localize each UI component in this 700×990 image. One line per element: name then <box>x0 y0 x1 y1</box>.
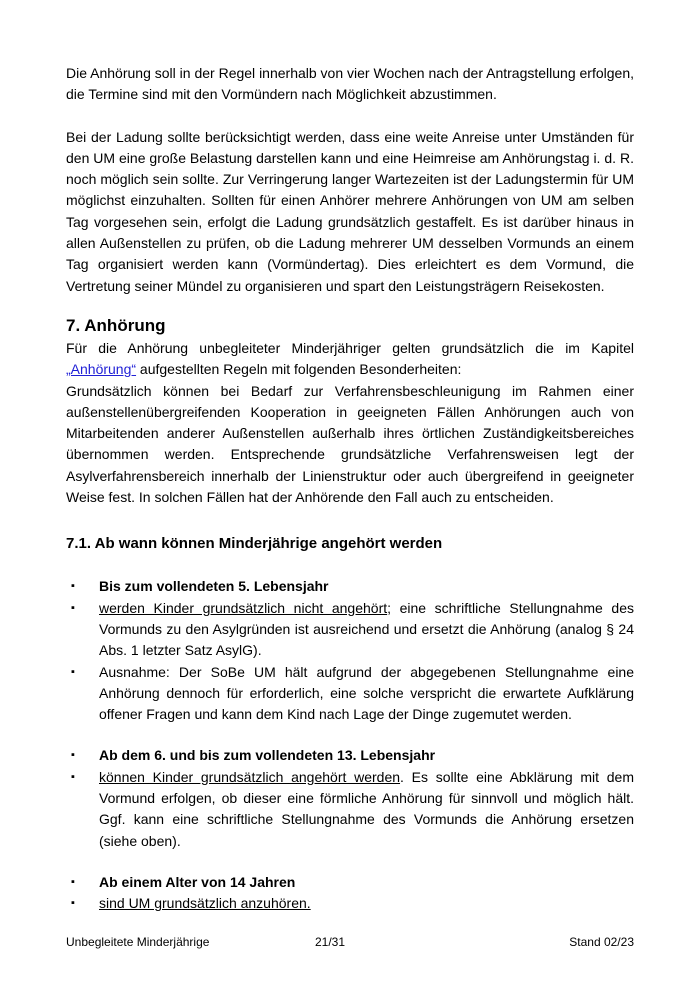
section-heading-anhoerung: 7. Anhörung <box>66 315 166 335</box>
document-page <box>66 63 634 915</box>
bullet-icon: ▪ <box>71 749 75 762</box>
underlined-rule: sind UM grundsätzlich anzuhören. <box>99 895 311 912</box>
bullet-icon: ▪ <box>71 601 75 614</box>
bullet-icon: ▪ <box>71 580 75 593</box>
list-item-title: ▪ Ab einem Alter von 14 Jahren <box>66 872 634 893</box>
list-item: ▪ können Kinder grundsätzlich angehört werden. Es sollte eine Abklärung mit dem Vormund erfolgen, ob dieser eine förmliche Anhörung für sinnvoll und möglich hält. Ggf. kann eine schriftliche Stellungnahme des Vormunds die Anhörung ersetzen (siehe oben). <box>71 768 634 849</box>
subsection-heading-age: 7.1. Ab wann können Minderjährige angehört werden <box>66 535 443 553</box>
intro-text-after: aufgestellten Regeln mit folgenden Besonderheiten: <box>136 361 462 378</box>
bullet-icon: ▪ <box>71 875 75 888</box>
paragraph-cooperation: Grundsätzlich können bei Bedarf zur Verfahrensbeschleunigung im Rahmen einer außenstellenübergreifenden Kooperation in geeigneten Fällen Anhörungen auch von Mitarbeitenden anderer Außenstellen außerhalb ihres örtlichen Zuständigkeitsbereiches übernommen werden. Entsprechende grundsätzliche Verfahrensweisen legt der Asylverfahrensbereich innerhalb der Linienstruktur oder auch übergreifend in geeigneter Weise fest. In solchen Fällen hat der Anhörende den Fall auch zu entscheiden. <box>66 382 634 506</box>
footer-page-number: 21/31 <box>315 935 346 949</box>
paragraph-section-intro <box>66 338 634 381</box>
intro-text-before: Für die Anhörung unbegleiteter Minderjähriger gelten grundsätzlich die im Kapitel <box>66 339 634 356</box>
list-item: ▪ Ausnahme: Der SoBe UM hält aufgrund der abgegebenen Stellungnahme eine Anhörung dennoch für erforderlich, eine solche verspricht die erwartete Aufklärung offener Fragen und kann dem Kind nach Lage der Dinge zugemutet werden. <box>71 663 634 723</box>
page-footer <box>66 932 634 952</box>
list-item-title: ▪ Bis zum vollendeten 5. Lebensjahr <box>66 576 634 597</box>
anhoerung-chapter-link[interactable]: „Anhörung“ <box>66 361 137 378</box>
bullet-icon: ▪ <box>71 665 75 678</box>
list-item <box>66 893 634 914</box>
underlined-rule: werden Kinder grundsätzlich nicht angehört <box>99 599 388 616</box>
bullet-icon: ▪ <box>71 770 75 783</box>
list-item-title: ▪ Ab dem 6. und bis zum vollendeten 13. Lebensjahr <box>66 745 634 766</box>
list-item: ▪ werden Kinder grundsätzlich nicht angehört; eine schriftliche Stellungnahme des Vormunds zu den Asylgründen ist ausreichend und ersetzt die Anhörung (analog § 24 Abs. 1 letzter Satz AsylG). <box>71 599 634 659</box>
bullet-icon: ▪ <box>71 897 75 910</box>
age-group-6-to-13 <box>66 745 634 851</box>
age-group-under-5 <box>66 576 634 725</box>
underlined-rule: können Kinder grundsätzlich angehört werden <box>99 768 401 785</box>
footer-version: Stand 02/23 <box>569 935 634 949</box>
paragraph-hearing-timing: Die Anhörung soll in der Regel innerhalb von vier Wochen nach der Antragstellung erfolgen, die Termine sind mit den Vormündern nach Möglichkeit abzustimmen. <box>66 65 634 103</box>
footer-document-title: Unbegleitete Minderjährige <box>66 935 210 949</box>
age-group-from-14 <box>66 872 634 915</box>
paragraph-summons: Bei der Ladung sollte berücksichtigt werden, dass eine weite Anreise unter Umständen für den UM eine große Belastung darstellen kann und eine Heimreise am Anhörungstag i. d. R. noch möglich sein sollte. Zur Verringerung langer Wartezeiten ist der Ladungstermin für UM möglichst einzuhalten. Sollten für einen Anhörer mehrere Anhörungen von UM am selben Tag vorgesehen sein, erfolgt die Ladung grundsätzlich gestaffelt. Es ist darüber hinaus in allen Außenstellen zu prüfen, ob die Ladung mehrerer UM desselben Vormunds an einem Tag organisiert werden kann (Vormündertag). Dies erleichtert es dem Vormund, die Vertretung seiner Mündel zu organisieren und spart den Leistungsträgern Reisekosten. <box>66 128 634 294</box>
